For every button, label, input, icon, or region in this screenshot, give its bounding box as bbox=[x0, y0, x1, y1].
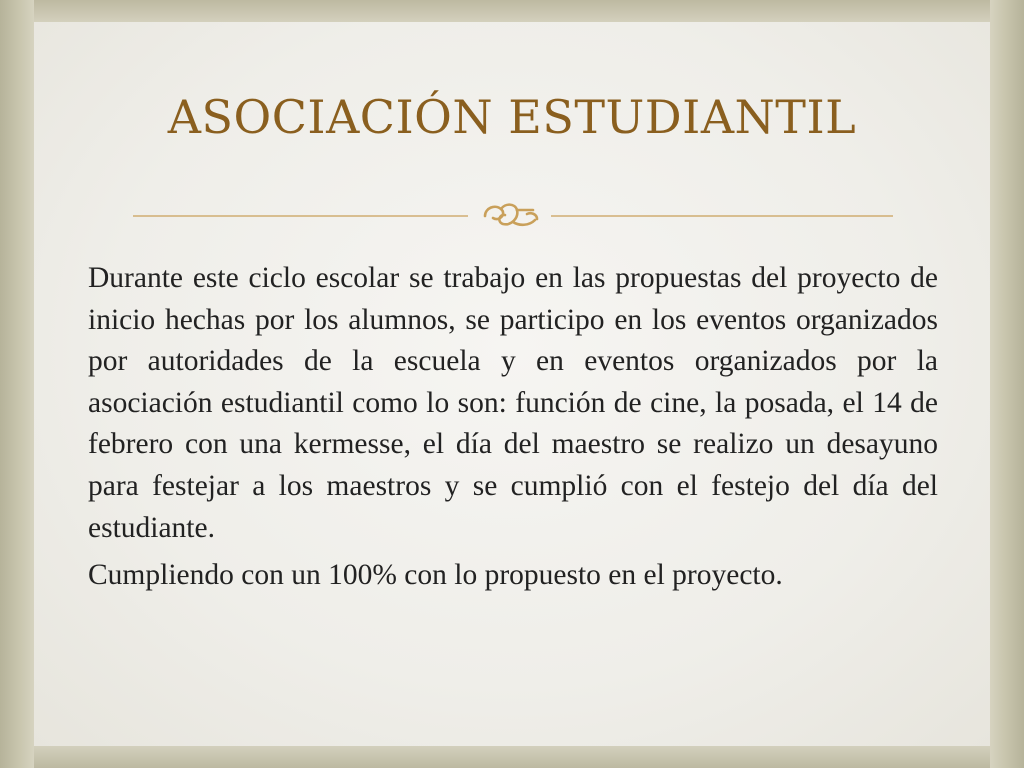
body-paragraph-1: Durante este ciclo escolar se trabajo en las propuestas del proyecto de inicio hechas por los alumnos, se participo en los eventos organizados por autoridades de la escuela y en eventos organizados por la asociación estudiantil como lo son: función de cine, la posada, el 14 de febrero con una kermesse, el día del maestro se realizo un desayuno para festejar a los maestros y se cumplió con el festejo del día del estudiante. bbox=[88, 262, 938, 544]
ornament-swirl-icon bbox=[485, 205, 537, 225]
slide-body bbox=[88, 258, 938, 597]
frame-right bbox=[990, 0, 1024, 768]
frame-left bbox=[0, 0, 34, 768]
body-paragraph-2: Cumpliendo con un 100% con lo propuesto en el proyecto. bbox=[88, 559, 783, 592]
title-divider bbox=[133, 200, 893, 230]
frame-bottom bbox=[0, 746, 1024, 768]
slide-title: ASOCIACIÓN ESTUDIANTIL bbox=[167, 90, 857, 144]
frame-top bbox=[0, 0, 1024, 22]
